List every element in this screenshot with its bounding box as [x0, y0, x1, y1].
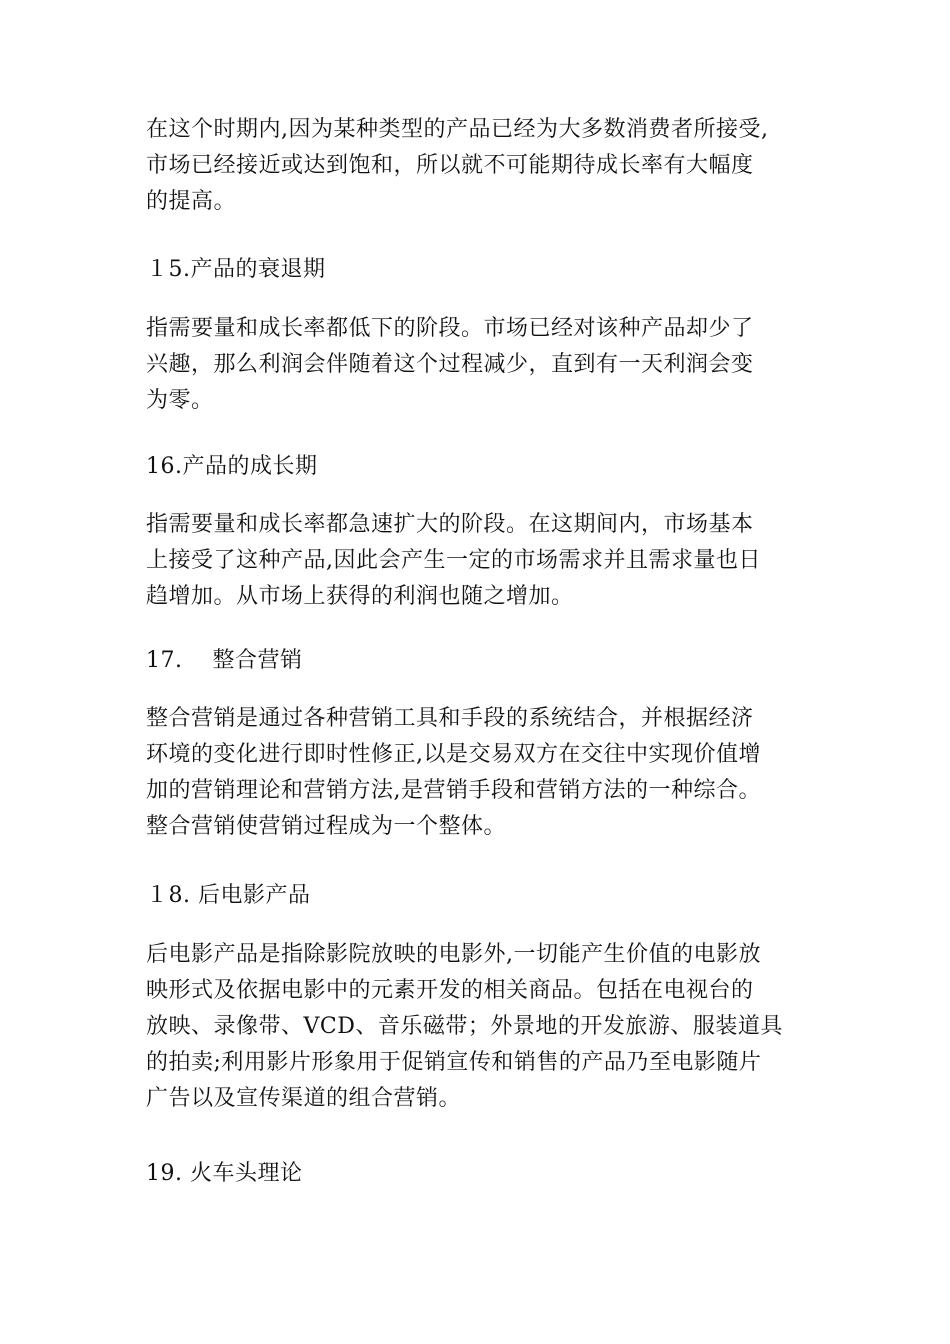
text-line: 的提高。: [146, 189, 237, 214]
paragraph-integrated-marketing: [146, 701, 816, 845]
text-line: 指需要量和成长率都低下的阶段。市场已经对该种产品却少了: [146, 316, 754, 341]
text-line: 放映、录像带、VCD、音乐磁带；外景地的开发旅游、服装道具: [146, 1014, 783, 1039]
paragraph-growth-description: [146, 507, 816, 615]
text-line: 兴趣，那么利润会伴随着这个过程减少，直到有一天利润会变: [146, 352, 754, 377]
text-line: 指需要量和成长率都急速扩大的阶段。在这期间内，市场基本: [146, 512, 754, 537]
text-line: 映形式及依据电影中的元素开发的相关商品。包括在电视台的: [146, 978, 754, 1003]
text-line: 广告以及宣传渠道的组合营销。: [146, 1086, 462, 1111]
text-line: 的拍卖;利用影片形象用于促销宣传和销售的产品乃至电影随片: [146, 1050, 762, 1075]
text-line: 环境的变化进行即时性修正,以是交易双方在交往中实现价值增: [146, 742, 761, 767]
text-line: 在这个时期内,因为某种类型的产品已经为大多数消费者所接受,: [146, 117, 769, 142]
heading-15-decline-stage: １5.产品的衰退期: [146, 257, 326, 282]
text-line: 加的营销理论和营销方法,是营销手段和营销方法的一种综合。: [146, 778, 761, 803]
paragraph-post-film-products: [146, 937, 816, 1117]
text-line: 市场已经接近或达到饱和，所以就不可能期待成长率有大幅度: [146, 153, 754, 178]
heading-17-integrated-marketing: 17. 整合营销: [146, 648, 303, 673]
heading-18-post-film-products: １8. 后电影产品: [146, 883, 311, 908]
heading-16-growth-stage: 16.产品的成长期: [146, 454, 318, 479]
text-line: 为零。: [146, 388, 214, 413]
text-line: 上接受了这种产品,因此会产生一定的市场需求并且需求量也日: [146, 548, 761, 573]
text-line: 趋增加。从市场上获得的利润也随之增加。: [146, 584, 574, 609]
paragraph-decline-description: [146, 311, 816, 419]
text-line: 后电影产品是指除影院放映的电影外,一切能产生价值的电影放: [146, 942, 761, 967]
text-line: 整合营销是通过各种营销工具和手段的系统结合，并根据经济: [146, 706, 754, 731]
text-line: 整合营销使营销过程成为一个整体。: [146, 814, 507, 839]
heading-19-locomotive-theory: 19. 火车头理论: [146, 1161, 303, 1186]
paragraph-maturity-description: [146, 112, 816, 220]
